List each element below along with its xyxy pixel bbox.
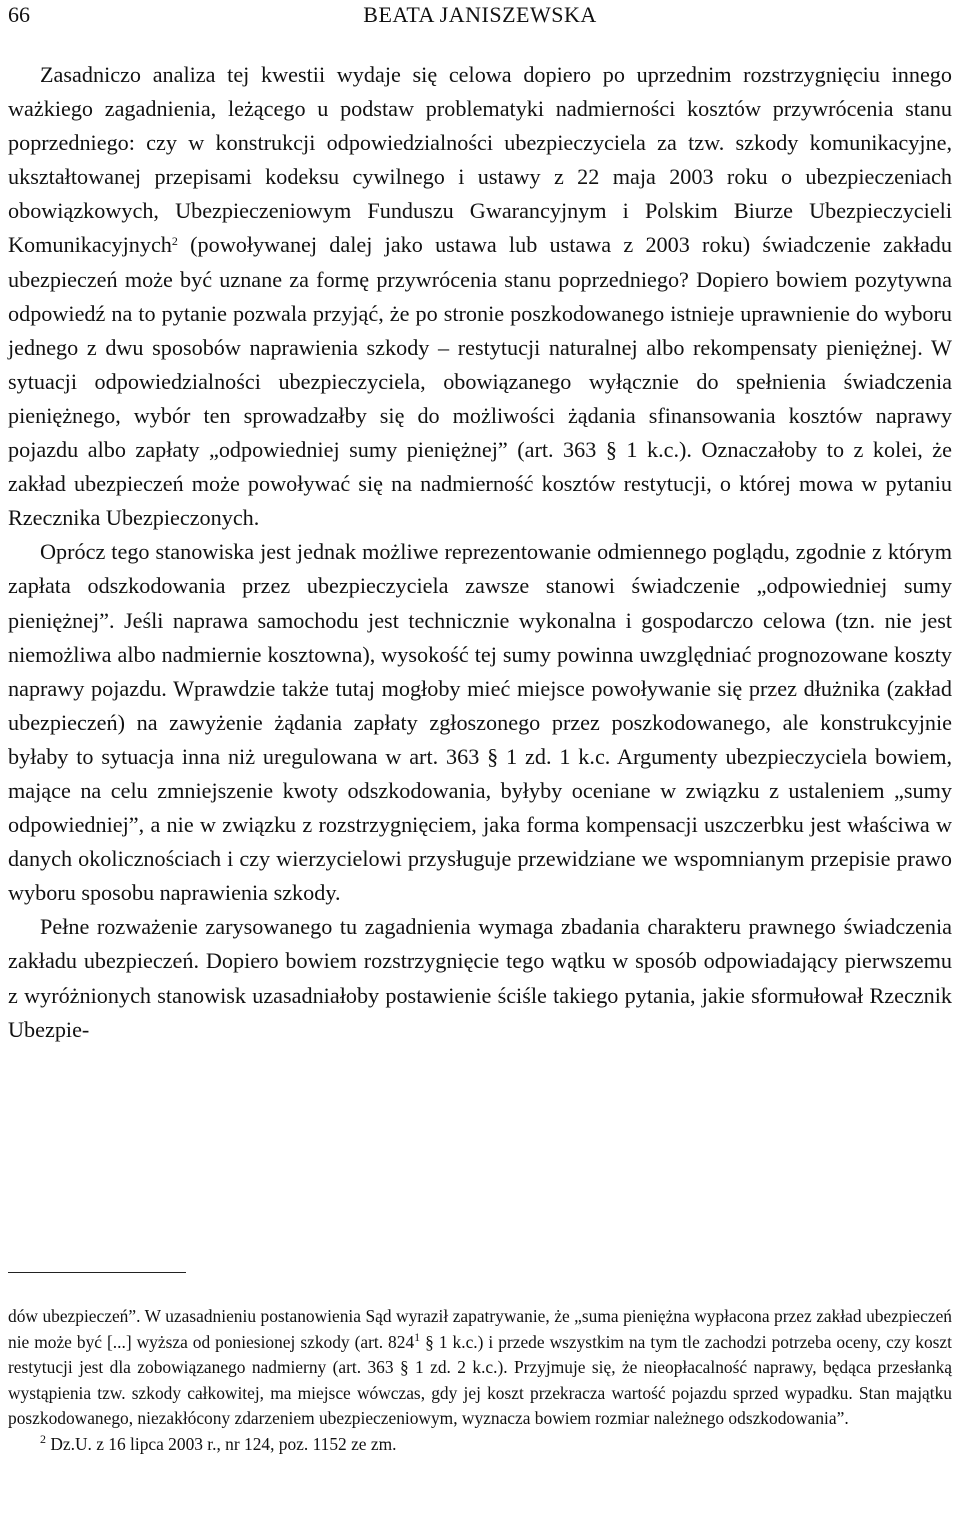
footnote-2	[8, 1432, 952, 1458]
footnote-separator	[8, 1272, 186, 1273]
article-superscript: 1	[414, 1329, 421, 1344]
body-text	[8, 58, 952, 1047]
page-header	[8, 2, 952, 32]
footnote-continuation-text-a: dów ubezpieczeń”. W uzasadnieniu postanowienia Sąd wyraził zapatrywanie, że „suma pieniężna wypłacona przez zakład ubezpieczeń nie może być [...] wyższa od poniesionej szkody (art. 824	[8, 1306, 952, 1352]
footnote-2-text: Dz.U. z 16 lipca 2003 r., nr 124, poz. 1152 ze zm.	[46, 1433, 397, 1454]
paragraph-1	[8, 58, 952, 535]
paragraph-2: Oprócz tego stanowiska jest jednak możliwe reprezentowanie odmiennego poglądu, zgodnie z którym zapłata odszkodowania przez ubezpieczyciela zawsze stanowi świadczenie „odpowiedniej sumy pieniężnej”. Jeśli naprawa samochodu jest technicznie wykonalna i gospodarczo celowa (tzn. nie jest niemożliwa albo nadmiernie kosztowna), wysokość tej sumy powinna uwzględniać prognozowane koszty naprawy pojazdu. Wprawdzie także tutaj mogłoby mieć miejsce powoływanie się przez dłużnika (zakład ubezpieczeń) na zawyżenie żądania zapłaty zgłoszonego przez poszkodowanego, ale konstrukcyjnie byłaby to sytuacja inna niż uregulowana w art. 363 § 1 zd. 1 k.c. Argumenty ubezpieczyciela bowiem, mające na celu zmniejszenie kwoty odszkodowania, byłyby oceniane w związku z ustaleniem „sumy odpowiedniej”, a nie w związku z rozstrzygnięciem, jaka forma kompensacji uszczerbku jest właściwa w danych okolicznościach i czy wierzycielowi przysługuje przewidziane we wspomnianym przepisie prawo wyboru sposobu naprawienia szkody.	[8, 539, 952, 906]
page-number: 66	[8, 2, 30, 27]
footnotes	[8, 1304, 952, 1458]
running-head: BEATA JANISZEWSKA	[363, 2, 597, 27]
footnote-continuation	[8, 1304, 952, 1432]
footnote-continuation-text-b: § 1 k.c.) i przede wszystkim na tym tle zachodzi potrzeba oceny, czy koszt restytucji jest dla zobowiązanego nadmierny (art. 363 § 1 zd. 2 k.c.). Przyjmuje się, że nieopłacalność naprawy, będąca przesłanką wystąpienia tzw. szkody całkowitej, ma miejsce wówczas, gdy jej koszt przekracza wartość pojazdu sprzed wypadku. Stan majątku poszkodowanego, niezakłócony zdarzeniem ubezpieczeniowym, wyznacza bowiem rozmiar należnego odszkodowania”.	[8, 1331, 952, 1429]
footnote-ref-2: 2	[171, 234, 178, 249]
paragraph-3: Pełne rozważenie zarysowanego tu zagadnienia wymaga zbadania charakteru prawnego świadczenia zakładu ubezpieczeń. Dopiero bowiem rozstrzygnięcie tego wątku w sposób odpowiadający pierwszemu z wyróżnionych stanowisk uzasadniałoby postawienie ściśle takiego pytania, jakie sformułował Rzecznik Ubezpie-	[8, 914, 952, 1042]
footnote-2-mark: 2	[40, 1431, 46, 1446]
paragraph-1-text-b: (powoływanej dalej jako ustawa lub ustawa z 2003 roku) świadczenie zakładu ubezpieczeń może być uznane za formę przywrócenia stanu poprzedniego? Dopiero bowiem pozytywna odpowiedź na to pytanie pozwala przyjąć, że po stronie poszkodowanego istnieje uprawnienie do wyboru jednego z dwu sposobów naprawienia szkody – restytucji naturalnej albo rekompensaty pieniężnej. W sytuacji odpowiedzialności ubezpieczyciela, obowiązanego wyłącznie do spełnienia świadczenia pieniężnego, wybór ten sprowadzałby się do możliwości żądania sfinansowania kosztów naprawy pojazdu albo zapłaty „odpowiedniej sumy pieniężnej” (art. 363 § 1 k.c.). Oznaczałoby to z kolei, że zakład ubezpieczeń może powoływać się na nadmierność kosztów restytucji, o której mowa w pytaniu Rzecznika Ubezpieczonych.	[8, 232, 952, 531]
paragraph-1-text-a: Zasadniczo analiza tej kwestii wydaje się celowa dopiero po uprzednim rozstrzygnięciu innego ważkiego zagadnienia, leżącego u podstaw problematyki nadmierności kosztów przywrócenia stanu poprzedniego: czy w konstrukcji odpowiedzialności ubezpieczyciela za tzw. szkody komunikacyjne, ukształtowanej przepisami kodeksu cywilnego i ustawy z 22 maja 2003 roku o ubezpieczeniach obowiązkowych, Ubezpieczeniowym Funduszu Gwarancyjnym i Polskim Biurze Ubezpieczycieli Komunikacyjnych	[8, 62, 952, 258]
